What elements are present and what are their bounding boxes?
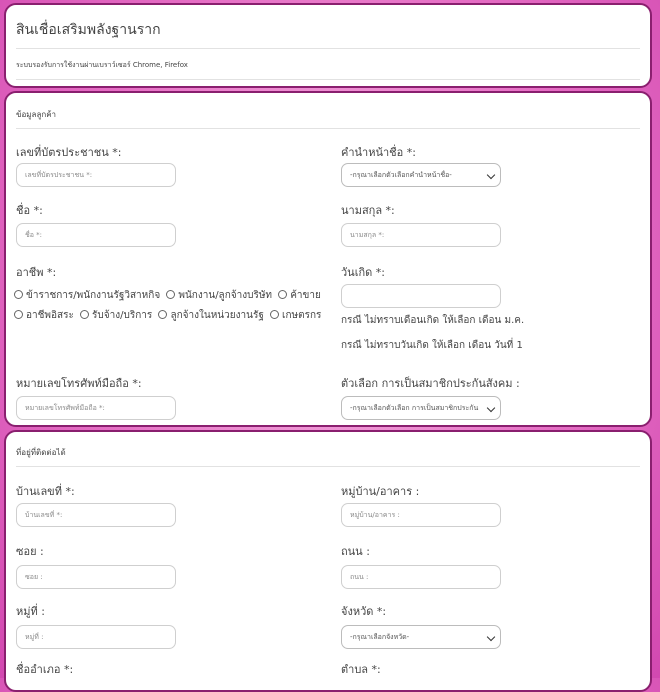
radio-icon[interactable] bbox=[166, 290, 175, 299]
house-no-label: บ้านเลขที่ *: bbox=[16, 485, 75, 498]
occupation-option-freelance[interactable]: อาชีพอิสระ bbox=[14, 310, 74, 321]
road-label: ถนน : bbox=[341, 545, 370, 558]
village-input[interactable] bbox=[341, 503, 501, 527]
soi-input[interactable] bbox=[16, 565, 176, 589]
header-card bbox=[4, 3, 652, 88]
radio-icon[interactable] bbox=[158, 310, 167, 319]
province-label: จังหวัด *: bbox=[341, 605, 387, 618]
house-no-input[interactable] bbox=[16, 503, 176, 527]
occupation-radio-row-2 bbox=[14, 308, 324, 323]
prefix-select[interactable]: -กรุณาเลือกตัวเลือกคำนำหน้าชื่อ- bbox=[341, 163, 501, 187]
moo-input[interactable] bbox=[16, 625, 176, 649]
subdistrict-label: ตำบล *: bbox=[341, 663, 381, 676]
road-input[interactable] bbox=[341, 565, 501, 589]
chevron-down-icon bbox=[487, 404, 495, 412]
chevron-down-icon bbox=[487, 171, 495, 179]
section-title: ที่อยู่ที่ติดต่อได้ bbox=[16, 448, 66, 457]
moo-label: หมู่ที่ : bbox=[16, 605, 45, 618]
divider bbox=[16, 48, 640, 49]
customer-info-card bbox=[4, 91, 652, 427]
occupation-option-trader[interactable]: ค้าขาย bbox=[278, 290, 321, 301]
occupation-option-company-employee[interactable]: พนักงาน/ลูกจ้างบริษัท bbox=[166, 290, 272, 301]
occupation-option-contract-service[interactable]: รับจ้าง/บริการ bbox=[80, 310, 152, 321]
social-security-label: ตัวเลือก การเป็นสมาชิกประกันสังคม : bbox=[341, 377, 520, 390]
radio-icon[interactable] bbox=[14, 290, 23, 299]
radio-icon[interactable] bbox=[270, 310, 279, 319]
last-name-label: นามสกุล *: bbox=[341, 204, 395, 217]
province-select[interactable]: -กรุณาเลือกจังหวัด- bbox=[341, 625, 501, 649]
radio-icon[interactable] bbox=[14, 310, 23, 319]
occupation-option-farmer[interactable]: เกษตรกร bbox=[270, 310, 321, 321]
social-security-select[interactable]: -กรุณาเลือกตัวเลือก การเป็นสมาชิกประกัน bbox=[341, 396, 501, 420]
birth-day-note: กรณี ไม่ทราบวันเกิด ให้เลือก เดือน วันที่ 1 bbox=[341, 340, 523, 351]
occupation-option-civil-servant[interactable]: ข้าราชการ/พนักงานรัฐวิสาหกิจ bbox=[14, 290, 160, 301]
occupation-radio-row-1 bbox=[14, 288, 324, 303]
browser-support-note: ระบบรองรับการใช้งานผ่านเบราว์เซอร์ Chrome, Firefox bbox=[16, 61, 188, 69]
phone-input[interactable] bbox=[16, 396, 176, 420]
id-card-label: เลขที่บัตรประชาชน *: bbox=[16, 146, 122, 159]
last-name-input[interactable] bbox=[341, 223, 501, 247]
occupation-option-gov-employee[interactable]: ลูกจ้างในหน่วยงานรัฐ bbox=[158, 310, 263, 321]
page-title: สินเชื่อเสริมพลังฐานราก bbox=[16, 22, 161, 38]
id-card-input[interactable] bbox=[16, 163, 176, 187]
soi-label: ซอย : bbox=[16, 545, 44, 558]
divider bbox=[16, 79, 640, 80]
occupation-label: อาชีพ *: bbox=[16, 266, 57, 279]
district-label: ชื่ออำเภอ *: bbox=[16, 663, 74, 676]
radio-icon[interactable] bbox=[278, 290, 287, 299]
divider bbox=[16, 466, 640, 467]
birthdate-input[interactable] bbox=[341, 284, 501, 308]
first-name-label: ชื่อ *: bbox=[16, 204, 43, 217]
chevron-down-icon bbox=[487, 633, 495, 641]
divider bbox=[16, 128, 640, 129]
prefix-label: คำนำหน้าชื่อ *: bbox=[341, 146, 416, 159]
radio-icon[interactable] bbox=[80, 310, 89, 319]
section-title: ข้อมูลลูกค้า bbox=[16, 110, 57, 119]
address-card bbox=[4, 430, 652, 692]
first-name-input[interactable] bbox=[16, 223, 176, 247]
phone-label: หมายเลขโทรศัพท์มือถือ *: bbox=[16, 377, 142, 390]
village-label: หมู่บ้าน/อาคาร : bbox=[341, 485, 420, 498]
birthdate-label: วันเกิด *: bbox=[341, 266, 385, 279]
birth-month-note: กรณี ไม่ทราบเดือนเกิด ให้เลือก เดือน ม.ค. bbox=[341, 315, 525, 326]
